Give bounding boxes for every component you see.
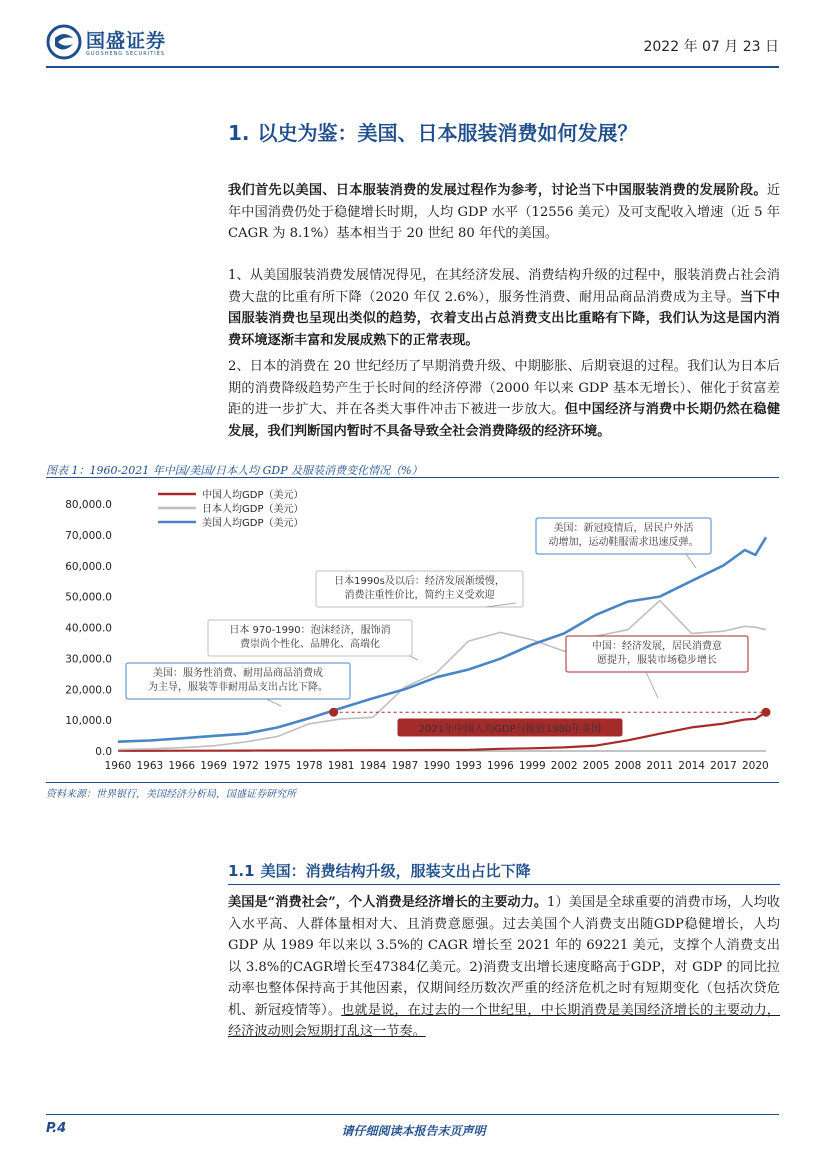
annotation-text: 愿提升，服装市场稳步增长 [597,655,717,666]
section-1-1-number: 1.1 [228,862,255,880]
annotation-leader [646,672,658,698]
figure-bottom-rule [46,782,779,783]
y-tick-label: 50,000.0 [65,591,112,604]
point-1-normal: 1、从美国服装消费发展情况得见，在其经济发展、消费结构升级的过程中，服装消费占社会消费大盘的比重有所下降（2020 年仅 2.6%），服务性消费、耐用品商品消费成为主导。 [228,268,780,305]
x-tick-label: 2014 [678,760,706,772]
us-normal: 1）美国是全球重要的消费市场，人均收入水平高、人群体量相对大、且消费意愿强。过去美国个人消费支出随GDP稳健增长，人均 GDP 从 1989 年以来以 3.5%的 CAGR 增长至 2021 年的 69221 美元，支撑个人消费支出以 3.8%的CAGR增长至47384亿美元。2)消费支出增长速度略高于GDP，对 GDP 的同比拉动率也整体保持高于其他因素，仅期间经历数次严重的经济危机之时有短期变化（包括次贷危机、新冠疫情等）。 [228,895,781,1018]
y-tick-label: 0.0 [95,746,112,758]
brand-logo [46,24,166,64]
x-tick-label: 1972 [232,760,259,772]
x-tick-label: 1984 [359,760,387,772]
y-tick-label: 40,000.0 [65,622,112,635]
us-1980-marker [329,708,338,717]
section-1-1-heading [228,860,531,881]
x-tick-label: 1966 [168,760,196,772]
point-2-normal: 2、日本的消费在 20 世纪经历了早期消费升级、中期膨胀、后期衰退的过程。我们认为日本后期的消费降级趋势产生于长时间的经济停滞（2000 年以来 GDP 基本无增长）、催化于贫富差距的进一步扩大、并在各类大事件冲击下被进一步放大。 [228,359,780,417]
intro-normal: 近年中国消费仍处于稳健增长时期，人均 GDP 水平（12556 美元）及可支配收入增速（近 5 年 CAGR 为 8.1%）基本相当于 20 世纪 80 年代的美国。 [228,183,780,241]
china-2021-marker [762,708,771,717]
brand-subtitle: GUOSHENG SECURITIES [86,51,166,57]
section-1-title: 以史为鉴：美国、日本服装消费如何发展？ [257,121,638,145]
annotation-text: 2021年中国人均GDP与接近1980年美国 [418,724,602,735]
y-tick-label: 60,000.0 [65,560,112,573]
x-tick-label: 1993 [455,760,482,772]
annotation-text: 消费注重性价比，简约主义受欢迎 [344,590,495,601]
x-tick-label: 2005 [582,760,610,772]
legend-label: 中国人均GDP（美元） [202,490,304,501]
guosheng-logo-icon [46,24,82,60]
x-tick-label: 2008 [614,760,642,772]
section-1-number: 1. [228,121,250,145]
report-date: 2022 年 07 月 23 日 [643,39,779,55]
intro-paragraph [228,180,780,245]
y-tick-label: 10,000.0 [65,715,112,728]
section-1-1-title: 美国：消费结构升级，服装支出占比下降 [260,862,531,880]
gdp-line-chart [46,478,779,778]
x-tick-label: 1960 [104,760,132,772]
x-tick-label: 2020 [742,760,769,772]
annotation-leader [266,699,281,706]
annotation-text: 费崇尚个性化、品牌化、高端化 [240,639,380,650]
point-1-bold: 当下中国服装消费也呈现出类似的趋势，衣着支出占总消费支出比重略有下降，我们认为这是国内消费环境逐渐丰富和发展成熟下的正常表现。 [228,289,780,348]
footer-disclaimer: 请仔细阅读本报告末页声明 [341,1124,486,1138]
y-tick-label: 70,000.0 [65,529,112,542]
brand-name: 国盛证券 [86,30,167,52]
x-tick-label: 1963 [136,760,164,772]
annotation-leader [410,656,418,660]
us-paragraph [228,892,780,1043]
x-tick-label: 1999 [518,760,546,772]
page-number: P.4 [46,1121,67,1136]
x-tick-label: 1978 [295,760,323,772]
y-tick-label: 20,000.0 [65,684,112,697]
us-bold: 美国是“消费社会”，个人消费是经济增长的主要动力。 [228,895,548,910]
section-1-1-rule [228,884,780,885]
annotation-text: 为主导，服装等非耐用品支出占比下降。 [148,682,328,693]
us-underline: 也就是说，在过去的一个世纪里，中长期消费是美国经济增长的主要动力，经济波动则会短期打乱这一节奏。 [228,1002,780,1039]
annotation-text: 美国：服务性消费、耐用品商品消费成 [153,668,323,679]
intro-bold: 我们首先以美国、日本服装消费的发展过程作为参考，讨论当下中国服装消费的发展阶段。 [228,183,767,198]
x-tick-label: 1996 [487,760,514,772]
x-tick-label: 1987 [391,760,419,772]
footer-rule [46,1114,779,1115]
legend-label: 日本人均GDP（美元） [202,504,304,515]
point-2-paragraph [228,356,780,442]
y-tick-label: 80,000.0 [65,499,112,511]
x-tick-label: 2017 [710,760,737,772]
annotation-leader [686,554,696,568]
annotation-text: 美国：新冠疫情后，居民户外活 [553,523,694,534]
figure-source: 资料来源：世界银行，美国经济分析局，国盛证券研究所 [46,789,296,800]
x-tick-label: 2011 [646,760,674,772]
x-tick-label: 1969 [200,760,227,772]
annotation-text: 日本 970-1990：泡沫经济，服饰消 [229,625,391,636]
point-2-bold: 但中国经济与消费中长期仍然在稳健发展，我们判断国内暂时不具备导致全社会消费降级的经济环境。 [228,402,781,439]
figure-title: 图表 1：1960-2021 年中国/美国/日本人均 GDP 及服装消费变化情况（%） [46,464,423,477]
section-1-heading [228,117,638,146]
annotation-text: 中国：经济发展，居民消费意 [592,641,722,652]
y-tick-label: 30,000.0 [65,653,112,666]
x-tick-label: 1975 [263,760,291,772]
x-tick-label: 1981 [327,760,355,772]
annotation-text: 日本1990s及以后：经济发展渐缓慢， [334,576,505,587]
header-divider [46,66,779,68]
annotation-text: 动增加，运动鞋服需求迅速反弹。 [548,537,699,548]
x-tick-label: 1990 [423,760,451,772]
legend-label: 美国人均GDP（美元） [202,518,304,529]
x-tick-label: 2002 [550,760,578,772]
point-1-paragraph [228,265,780,351]
